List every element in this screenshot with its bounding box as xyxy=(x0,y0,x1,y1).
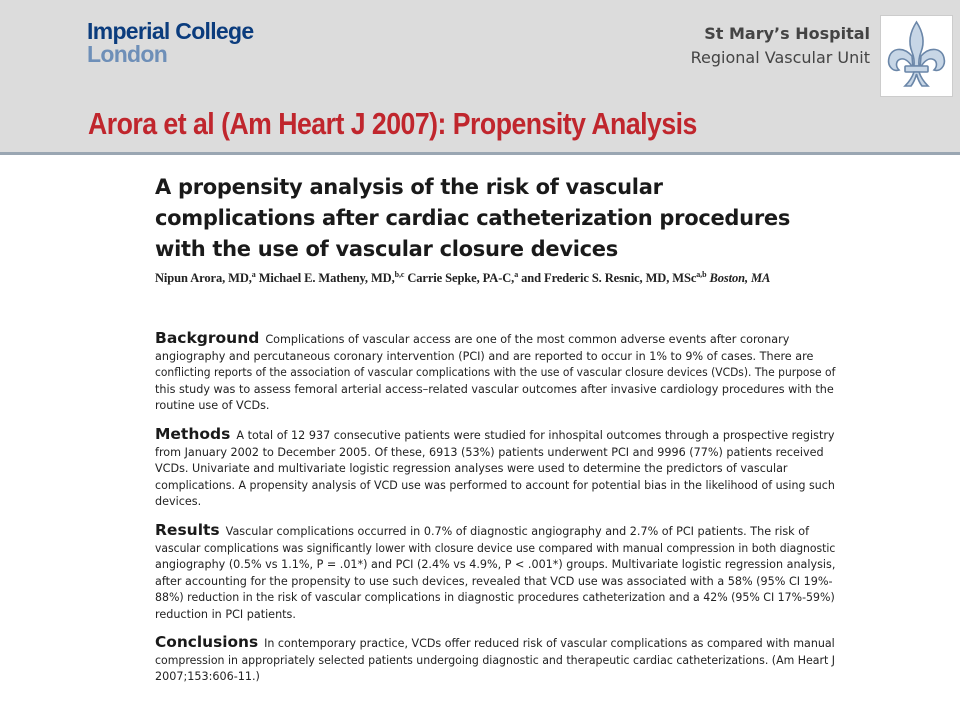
paper-authors xyxy=(155,270,770,286)
author-1-affil: a xyxy=(251,270,256,279)
slide-title: Arora et al (Am Heart J 2007): Propensity Analysis xyxy=(88,106,697,141)
logo-line-2: London xyxy=(87,41,168,67)
section-text-line: Complications of vascular access are one of the most common adverse events after coronary xyxy=(265,333,790,346)
section-text-line: compression in appropriately selected patients undergoing diagnostic and therapeutic cardiac catheterizations. (Am Heart J xyxy=(155,653,835,667)
hospital-name: St Mary’s Hospital xyxy=(704,24,870,43)
section-text-line: reduction in PCI patients. xyxy=(155,607,296,621)
slide-header xyxy=(0,0,960,155)
section-label: Background xyxy=(155,329,260,347)
paper-title-line: with the use of vascular closure devices xyxy=(155,237,618,261)
section-text-line: Vascular complications occurred in 0.7% of diagnostic angiography and 2.7% of PCI patients. The risk of xyxy=(225,525,810,538)
author-3: Carrie Sepke, PA-C, xyxy=(404,271,515,286)
section-text-line: from January 2002 to December 2005. Of these, 6913 (53%) patients underwent PCI and 9996 (77%) patients received xyxy=(155,445,824,459)
section-text-line: angiography (0.5% vs 1.1%, P = .01*) and PCI (2.4% vs 4.9%, P < .001*) groups. Multivariate logistic regression analysis, xyxy=(155,558,836,571)
author-2: Michael E. Matheny, MD, xyxy=(255,271,395,286)
author-4-affil: a,b xyxy=(696,270,707,279)
section-text-line: 2007;153:606-11.) xyxy=(155,670,260,683)
section-text-line: devices. xyxy=(155,495,202,508)
section-text-line: routine use of VCDs. xyxy=(155,399,270,412)
section-text-line: In contemporary practice, VCDs offer reduced risk of vascular complications as compared with manual xyxy=(264,637,835,650)
paper-title xyxy=(155,172,835,265)
section-label: Conclusions xyxy=(155,633,259,651)
section-text-line: angiography and percutaneous coronary intervention (PCI) and are reported to occur in 1% to 9% of cases. There are xyxy=(155,349,814,363)
section-text-line: vascular complications was significantly lower with closure device use compared with manual compression in both diagnostic xyxy=(155,541,836,555)
conclusions-section xyxy=(155,634,835,686)
author-3-affil: a xyxy=(514,270,519,279)
background-section xyxy=(155,330,835,415)
section-text-line: after accounting for the propensity to use such devices, revealed that VCD use was associated with a 58% (95% CI 19%- xyxy=(155,574,833,588)
author-2-affil: b,c xyxy=(394,270,405,279)
section-label: Results xyxy=(155,521,220,539)
logo-line-1: Imperial College xyxy=(87,18,254,44)
unit-name: Regional Vascular Unit xyxy=(690,48,870,67)
section-text-line: this study was to assess femoral arterial access–related vascular outcomes after invasive cardiology procedures with the xyxy=(155,382,834,396)
results-section xyxy=(155,522,835,623)
paper-title-line: complications after cardiac catheterization procedures xyxy=(155,206,791,230)
section-text-line: VCDs. Univariate and multivariate logistic regression analyses were used to determine the predictors of vascular xyxy=(155,462,788,475)
section-text-line: A total of 12 937 consecutive patients were studied for inhospital outcomes through a prospective registry xyxy=(236,429,835,442)
imperial-college-logo xyxy=(87,20,253,66)
author-location: Boston, MA xyxy=(706,271,771,286)
author-1: Nipun Arora, MD, xyxy=(155,271,252,286)
section-text-line: 88%) reduction in the risk of vascular complications in diagnostic procedures catheterization and a 42% (95% CI 17%-59%) xyxy=(155,591,835,604)
hospital-block xyxy=(691,22,870,70)
paper-title-line: A propensity analysis of the risk of vascular xyxy=(155,175,663,199)
methods-section xyxy=(155,426,835,511)
author-4: and Frederic S. Resnic, MD, MSc xyxy=(518,271,697,286)
section-label: Methods xyxy=(155,425,231,443)
fleur-de-lis-icon xyxy=(880,15,953,97)
paper-excerpt xyxy=(155,172,835,286)
section-text-line: complications. A propensity analysis of VCD use was performed to account for potential bias in the likelihood of using such xyxy=(155,478,835,492)
section-text-line: conflicting reports of the association of vascular complications with the use of vascular closure devices (VCDs). The purpose of xyxy=(155,366,836,379)
